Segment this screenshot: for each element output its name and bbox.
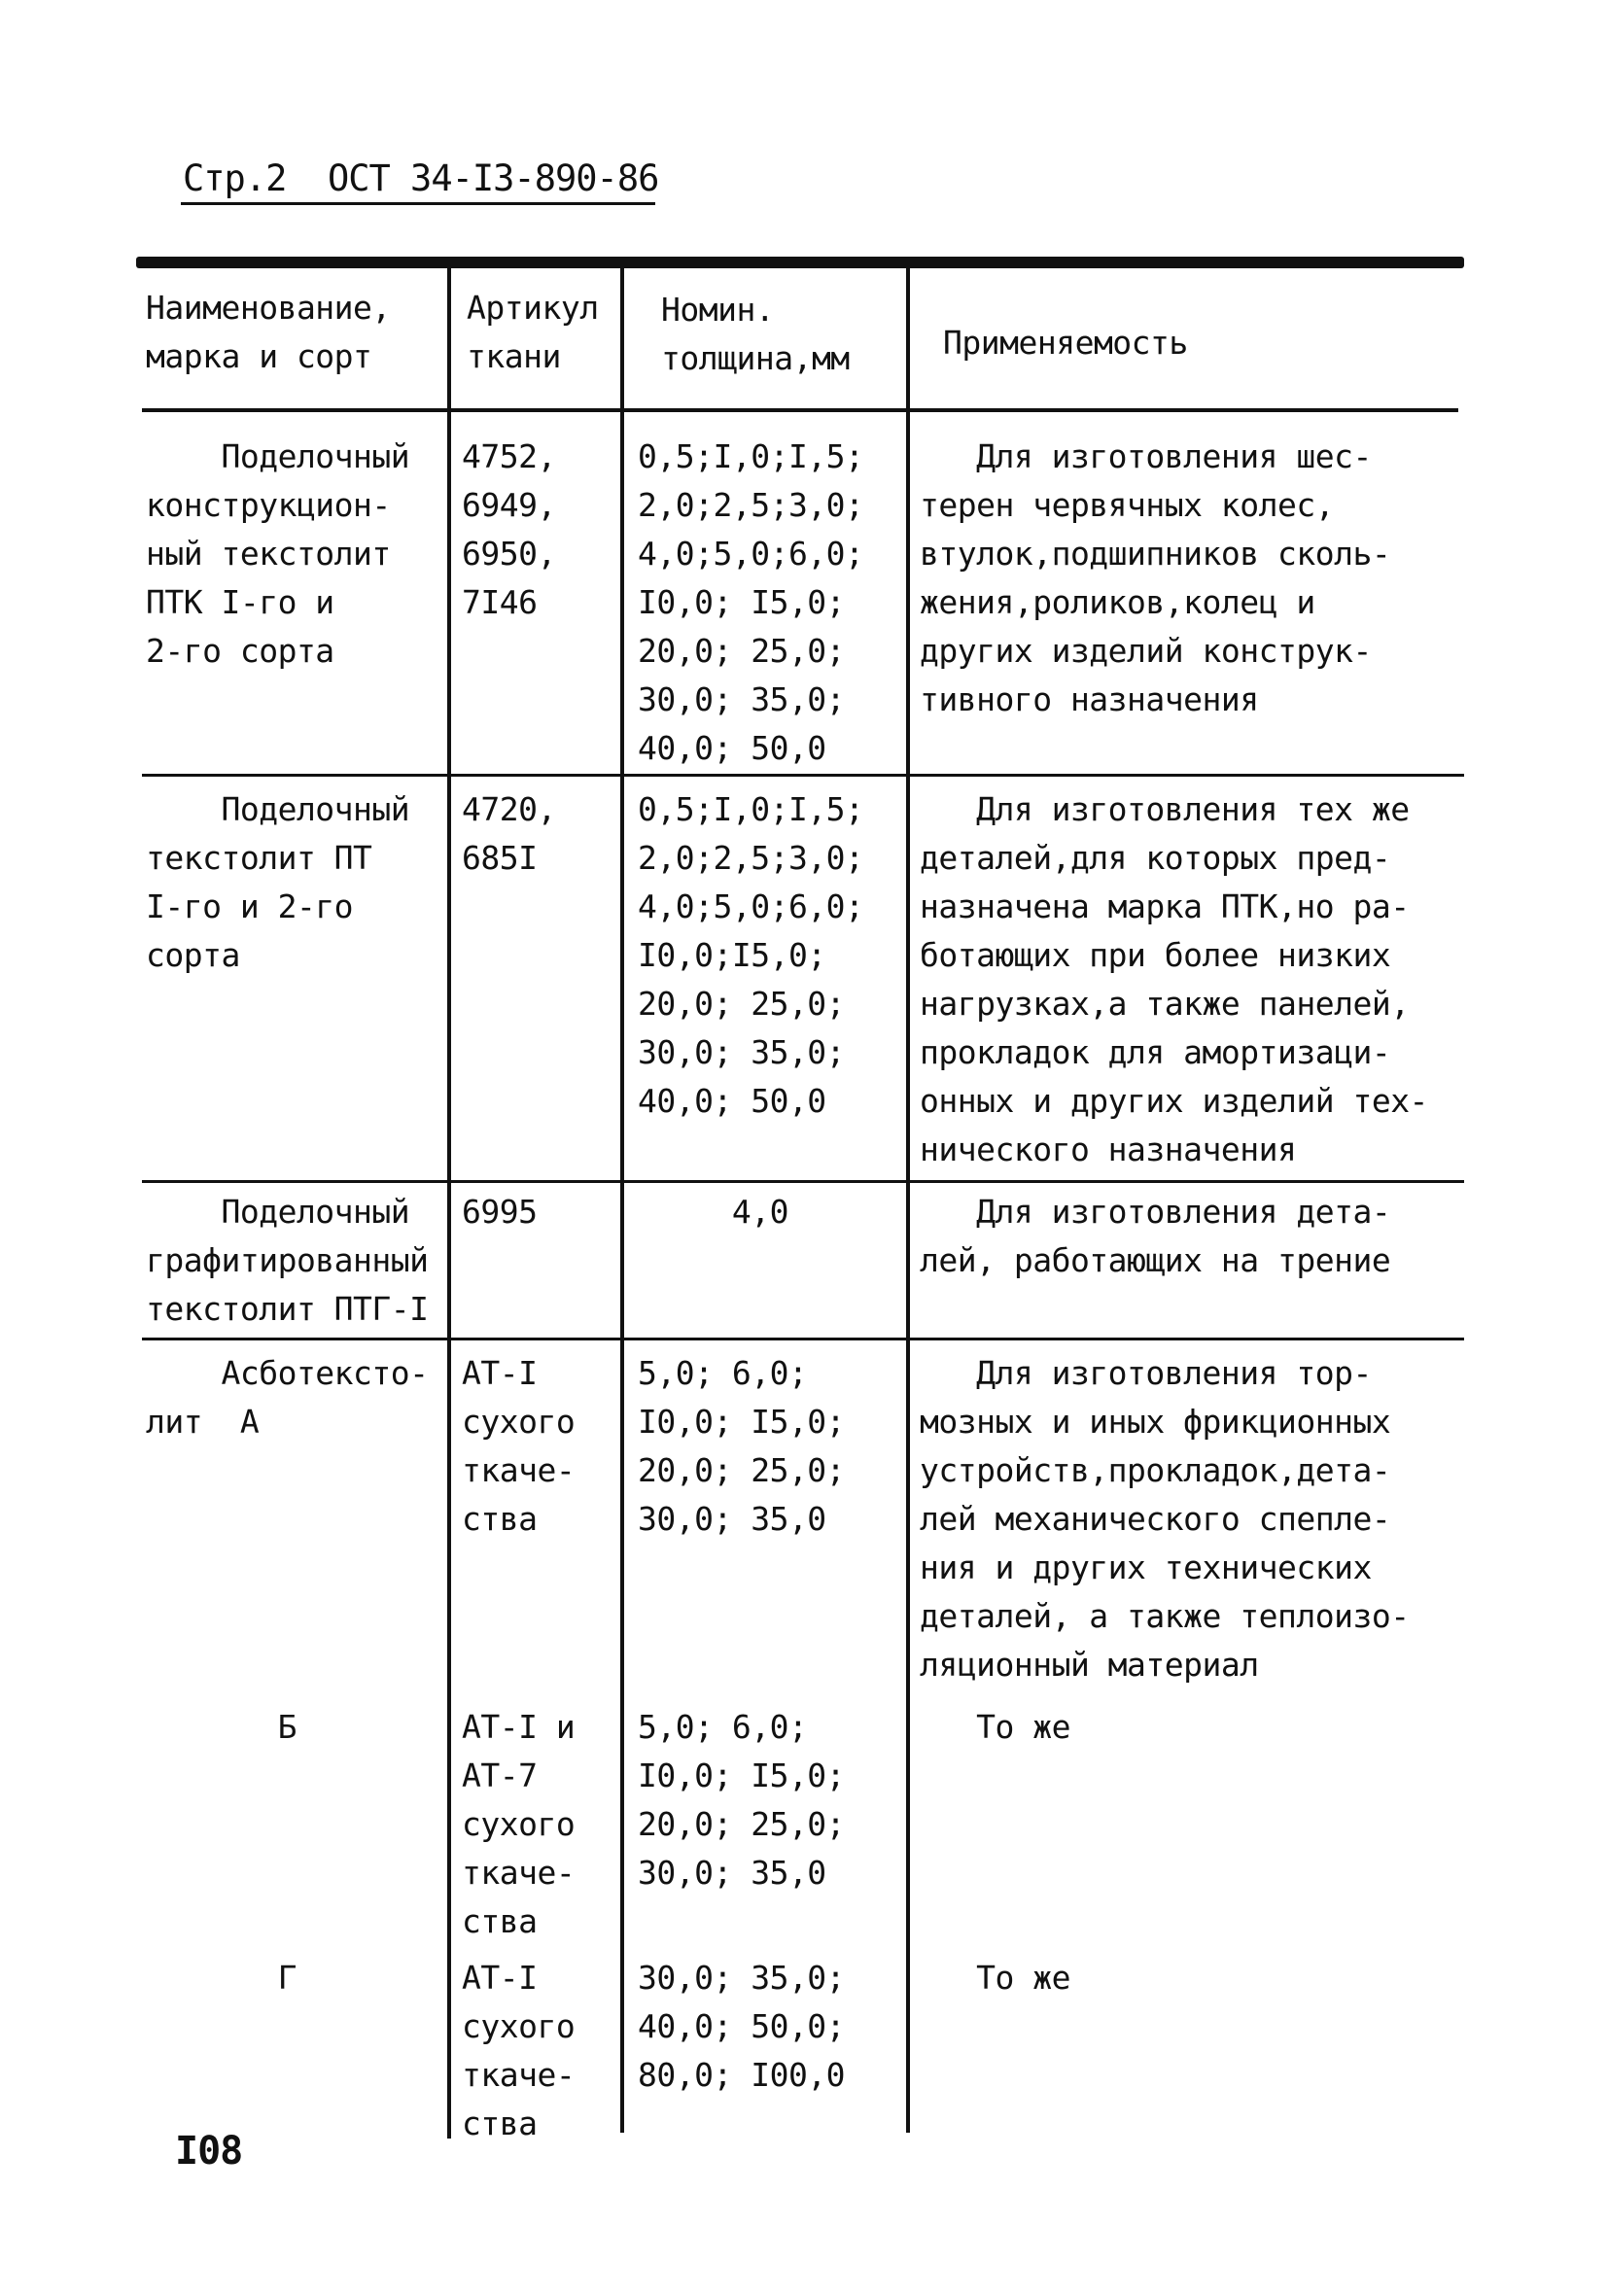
table-cell-name: Г (146, 1959, 297, 1997)
table-cell-article: АТ-I сухого ткаче- ства (462, 1959, 576, 2142)
row-separator (142, 1338, 1464, 1340)
table-cell-article: 4752, 6949, 6950, 7I46 (462, 437, 556, 621)
table-cell-thickness: 30,0; 35,0; 40,0; 50,0; 80,0; I00,0 (638, 1959, 846, 2094)
page-number: I08 (175, 2129, 243, 2174)
table-header-rule (142, 408, 1458, 412)
column-header-article: Артикул ткани (467, 289, 599, 375)
table-cell-article: АТ-I и АТ-7 сухого ткаче- ства (462, 1708, 576, 1940)
table-cell-name: Асботексто- лит А (146, 1354, 429, 1441)
page-header (183, 157, 658, 199)
table-cell-name: Поделочный графитированный текстолит ПТГ-I (146, 1193, 429, 1328)
table-cell-application: Для изготовления тех же деталей,для которых пред- назначена марка ПТК,но ра- ботающих при более низких нагрузках,а также панелей, прокладок для амортизаци- онных и других изделий тех- нического назначения (920, 790, 1428, 1168)
row-separator (142, 1180, 1464, 1183)
table-cell-thickness: 0,5;I,0;I,5; 2,0;2,5;3,0; 4,0;5,0;6,0; I0,0; I5,0; 20,0; 25,0; 30,0; 35,0; 40,0; 50,0 (638, 437, 864, 767)
column-header-name: Наименование, марка и сорт (146, 289, 391, 375)
table-cell-name: Поделочный конструкцион- ный текстолит ПТК I-го и 2-го сорта (146, 437, 410, 670)
table-cell-thickness: 4,0 (638, 1193, 788, 1231)
table-cell-application: То же (920, 1708, 1070, 1746)
standard-code: ОСТ 34-I3-890-86 (327, 157, 659, 199)
table-cell-article: 6995 (462, 1193, 538, 1231)
table-cell-name: Б (146, 1708, 297, 1746)
table-cell-article: 4720, 685I (462, 790, 556, 877)
table-cell-application: Для изготовления тор- мозных и иных фрикционных устройств,прокладок,дета- лей механического спепле- ния и других технических деталей, а также теплоизо- ляционный материал (920, 1354, 1410, 1684)
table-top-rule (136, 257, 1464, 268)
table-cell-thickness: 0,5;I,0;I,5; 2,0;2,5;3,0; 4,0;5,0;6,0; I0,0;I5,0; 20,0; 25,0; 30,0; 35,0; 40,0; 50,0 (638, 790, 864, 1120)
table-cell-article: АТ-I сухого ткаче- ства (462, 1354, 576, 1538)
column-divider (906, 262, 910, 2133)
column-header-thickness: Номин. толщина,мм (661, 291, 850, 377)
table-cell-application: Для изготовления дета- лей, работающих на трение (920, 1193, 1391, 1279)
page-label: Стр.2 (183, 157, 287, 199)
table-cell-thickness: 5,0; 6,0; I0,0; I5,0; 20,0; 25,0; 30,0; 35,0 (638, 1354, 846, 1538)
table-cell-name: Поделочный текстолит ПТ I-го и 2-го сорта (146, 790, 410, 974)
table-cell-application: Для изготовления шес- терен червячных колес, втулок,подшипников сколь- жения,роликов,колец и других изделий конструк- тивного назначения (920, 437, 1391, 718)
column-divider (447, 262, 451, 2139)
column-divider (620, 262, 624, 2133)
table-cell-thickness: 5,0; 6,0; I0,0; I5,0; 20,0; 25,0; 30,0; 35,0 (638, 1708, 846, 1892)
row-separator (142, 774, 1464, 777)
column-header-application: Применяемость (943, 324, 1188, 362)
header-underline (181, 202, 655, 205)
table-cell-application: То же (920, 1959, 1070, 1997)
